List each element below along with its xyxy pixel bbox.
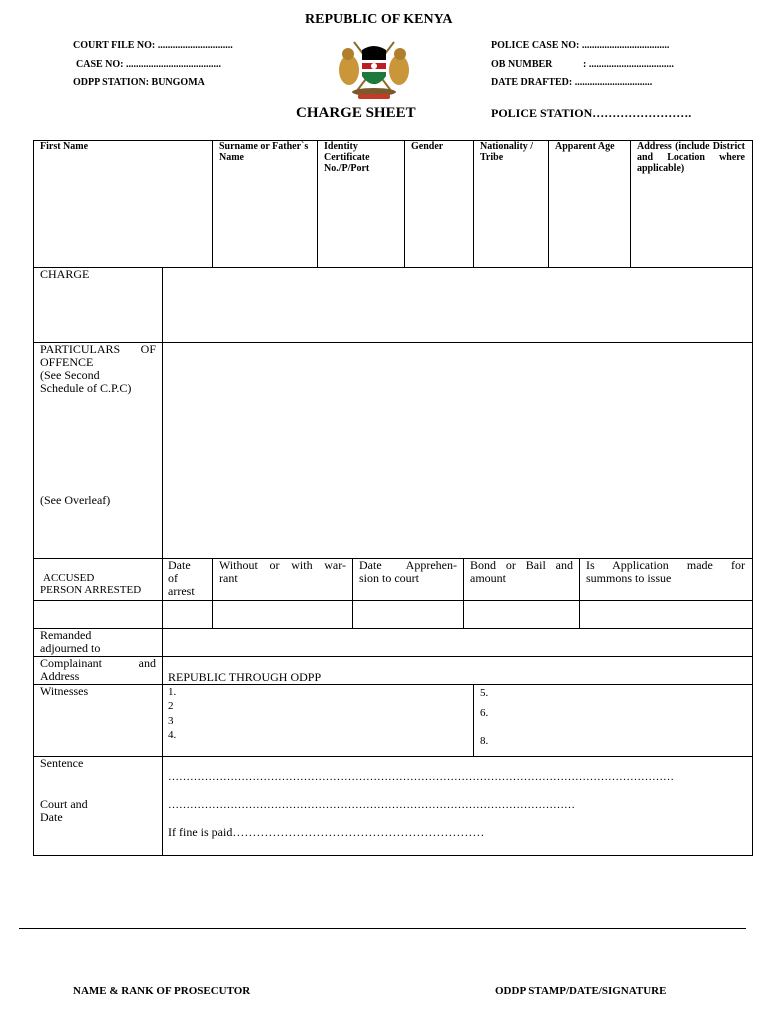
- sentence-line-1[interactable]: …………………………………………………………………………………………………………………………: [168, 771, 674, 783]
- date-line2: of: [168, 571, 178, 585]
- signature-divider: [19, 928, 746, 929]
- apprehension-line2: sion to court: [359, 571, 419, 585]
- arrest-summons-field[interactable]: [580, 601, 752, 627]
- court-date-label: [40, 798, 88, 824]
- witness-6[interactable]: 6.: [480, 707, 489, 719]
- summons-line1: Is Application made for: [586, 558, 745, 572]
- complainant-line1: Complainant and: [40, 656, 156, 670]
- particulars-field[interactable]: [163, 343, 752, 557]
- witnesses-label: Witnesses: [40, 684, 89, 698]
- charge-label: CHARGE: [40, 267, 90, 281]
- court-date-line1: Court and: [40, 797, 88, 811]
- remanded-line2: adjourned to: [40, 641, 101, 655]
- charge-sheet-title: CHARGE SHEET: [296, 105, 416, 121]
- apprehension-line1: Date Apprehen-: [359, 558, 457, 572]
- sentence-label: Sentence: [40, 756, 84, 770]
- col-identity: Identity Certificate No./P/Port: [324, 141, 370, 174]
- col-surname: Surname or Father`s Name: [219, 141, 309, 163]
- bond-header: [470, 559, 573, 585]
- witness-4[interactable]: 4.: [168, 729, 177, 741]
- col-gender: Gender: [411, 141, 444, 152]
- date-drafted: DATE DRAFTED: ...............................: [491, 77, 653, 88]
- summons-line2: summons to issue: [586, 571, 672, 585]
- arrest-warrant-field[interactable]: [213, 601, 351, 627]
- col-age: Apparent Age: [555, 141, 615, 152]
- particulars-label-line1: PARTICULARS OF: [40, 342, 156, 356]
- particulars-label-line2: OFFENCE: [40, 355, 94, 369]
- accused-label-line2: PERSON ARRESTED: [40, 584, 142, 596]
- kenya-coat-of-arms-icon: [336, 36, 412, 102]
- summons-header: [586, 559, 745, 585]
- witness-8[interactable]: 8.: [480, 735, 489, 747]
- oddp-stamp-label: ODDP STAMP/DATE/SIGNATURE: [495, 985, 667, 997]
- col-address: Address (include District and Location where applicable): [637, 141, 745, 174]
- apprehension-header: [359, 559, 457, 585]
- witness-5[interactable]: 5.: [480, 687, 489, 699]
- ob-number-value: : ..................................: [583, 59, 674, 70]
- date-line3: arrest: [168, 584, 195, 598]
- republic-heading: REPUBLIC OF KENYA: [305, 12, 453, 27]
- complainant-value[interactable]: REPUBLIC THROUGH ODPP: [168, 670, 322, 684]
- remanded-label: [40, 629, 100, 655]
- accused-arrested-label: [40, 572, 141, 596]
- fine-paid-line[interactable]: If fine is paid………………………………………………………: [168, 825, 485, 839]
- arrest-apprehension-field[interactable]: [353, 601, 462, 627]
- arrest-date-field[interactable]: [163, 601, 211, 627]
- col-nationality: Nationality / Tribe: [480, 141, 534, 163]
- particulars-label-line3: (See Second: [40, 368, 100, 382]
- date-line1: Date: [168, 558, 191, 572]
- witness-2[interactable]: 2: [168, 700, 174, 712]
- sentence-line-2[interactable]: …………………………………………………………………………………………………: [168, 799, 575, 811]
- ob-number-label: OB NUMBER: [491, 59, 553, 70]
- complainant-label: [40, 657, 156, 683]
- col-first-name: First Name: [40, 141, 89, 152]
- bond-line1: Bond or Bail and: [470, 558, 573, 572]
- police-case-no: POLICE CASE NO: ...................................: [491, 40, 670, 51]
- remanded-field[interactable]: [163, 629, 752, 655]
- bond-line2: amount: [470, 571, 506, 585]
- remanded-line1: Remanded: [40, 628, 92, 642]
- warrant-line2: rant: [219, 571, 238, 585]
- arrest-bond-field[interactable]: [464, 601, 578, 627]
- charge-field[interactable]: [163, 268, 752, 341]
- odpp-station: ODPP STATION: BUNGOMA: [73, 77, 205, 88]
- date-of-arrest-header: [168, 559, 195, 598]
- warrant-header: [219, 559, 346, 585]
- particulars-label: [40, 343, 156, 395]
- court-date-line2: Date: [40, 810, 63, 824]
- court-file-no: COURT FILE NO: ..............................: [73, 40, 233, 51]
- prosecutor-label: NAME & RANK OF PROSECUTOR: [73, 985, 251, 997]
- particulars-label-line4: Schedule of C.P.C): [40, 381, 132, 395]
- witness-1[interactable]: 1.: [168, 686, 177, 698]
- accused-label-line1: ACCUSED: [43, 572, 95, 584]
- warrant-line1: Without or with war-: [219, 558, 346, 572]
- police-station: POLICE STATION…………………….: [491, 106, 692, 120]
- complainant-line2: Address: [40, 669, 80, 683]
- witness-3[interactable]: 3: [168, 715, 174, 727]
- see-overleaf: (See Overleaf): [40, 493, 111, 507]
- case-no: CASE NO: ......................................: [76, 59, 222, 70]
